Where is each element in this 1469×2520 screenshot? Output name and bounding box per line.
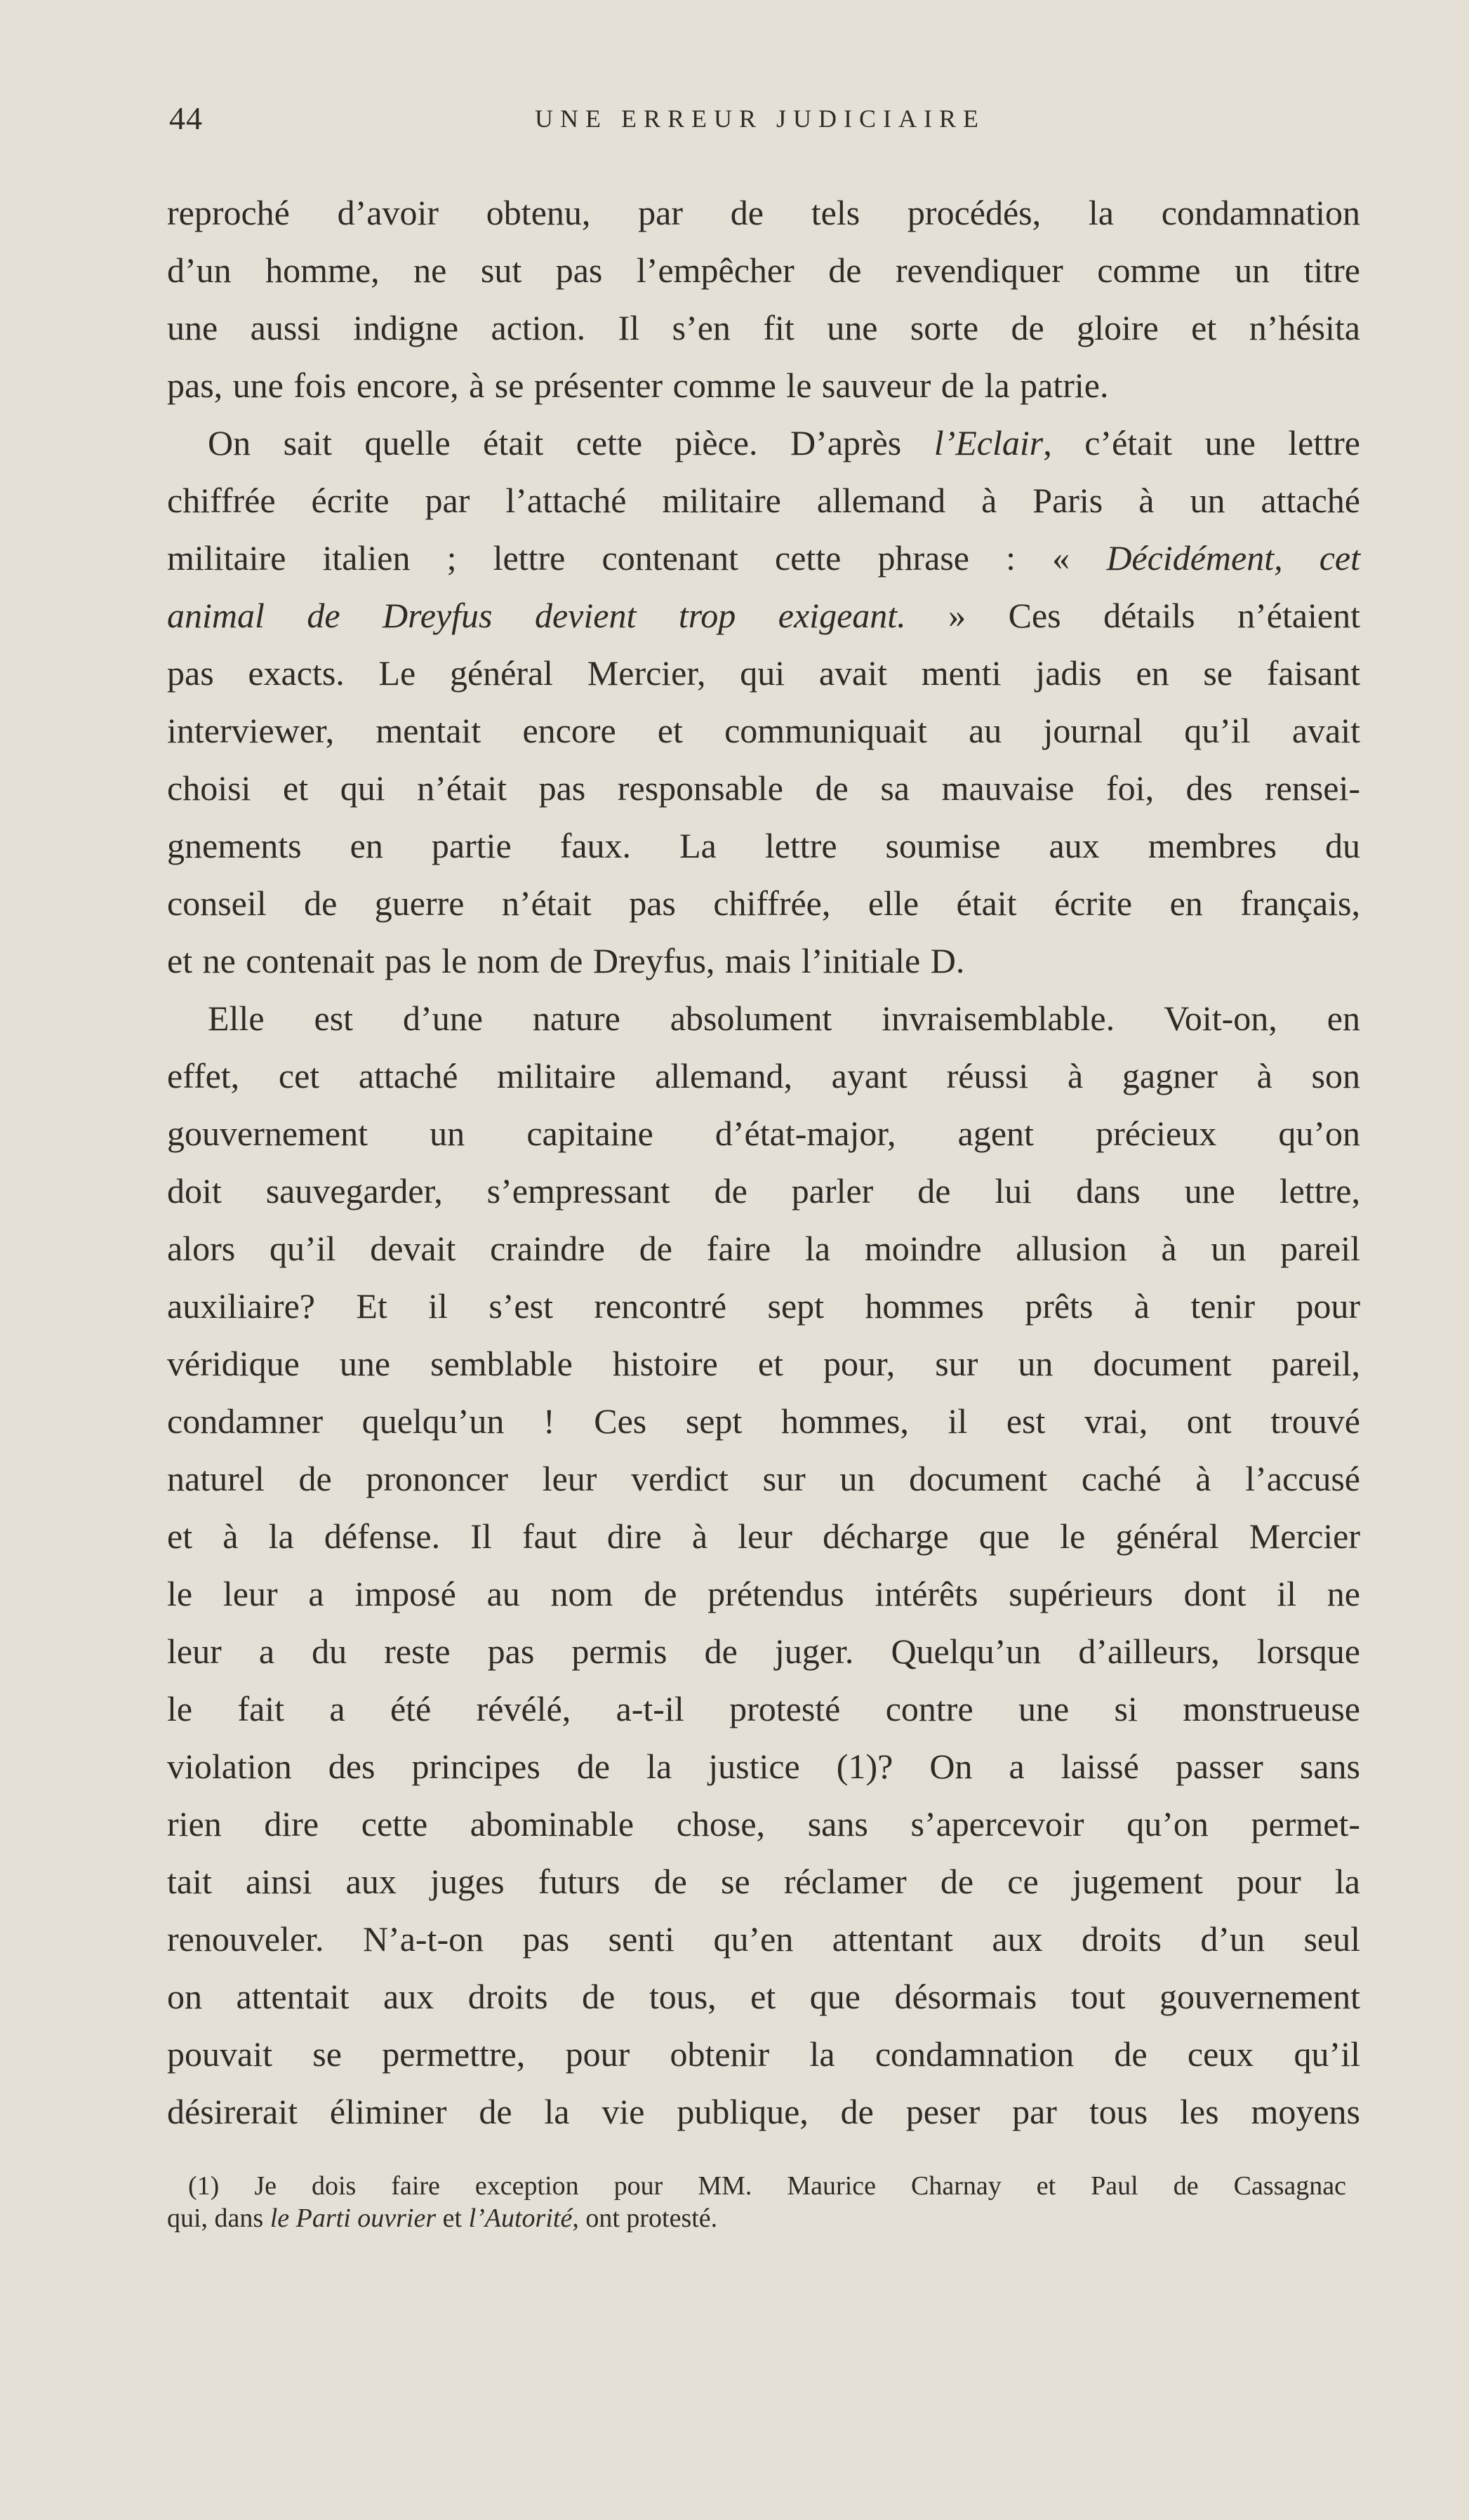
footnote bbox=[167, 2170, 1346, 2234]
journal-title: l’Eclair bbox=[933, 423, 1044, 462]
quoted-phrase: Décidément, cet bbox=[1106, 538, 1360, 578]
text-line: reproché d’avoir obtenu, par de tels procédés, la condamnation bbox=[167, 193, 1360, 232]
page-header bbox=[164, 100, 1357, 142]
text-line: pouvait se permettre, pour obtenir la condamnation de ceux qu’il bbox=[167, 2034, 1360, 2074]
text-line: gnements en partie faux. La lettre soumise aux membres du bbox=[167, 826, 1360, 865]
text-line: condamner quelqu’un ! Ces sept hommes, il est vrai, ont trouvé bbox=[167, 1401, 1360, 1441]
text-line: renouveler. N’a-t-on pas senti qu’en attentant aux droits d’un seul bbox=[167, 1919, 1360, 1959]
text-line: choisi et qui n’était pas responsable de sa mauvaise foi, des rensei- bbox=[167, 768, 1360, 808]
text-line: une aussi indigne action. Il s’en fit une sorte de gloire et n’hésita bbox=[167, 308, 1360, 347]
text-line: chiffrée écrite par l’attaché militaire allemand à Paris à un attaché bbox=[167, 481, 1360, 520]
text-line: et ne contenait pas le nom de Dreyfus, mais l’initiale D. bbox=[167, 941, 965, 980]
text-line: effet, cet attaché militaire allemand, ayant réussi à gagner à son bbox=[167, 1056, 1360, 1095]
text-line: véridique une semblable histoire et pour, sur un document pareil, bbox=[167, 1344, 1360, 1383]
text-line: auxiliaire? Et il s’est rencontré sept hommes prêts à tenir pour bbox=[167, 1286, 1360, 1326]
text-line: naturel de prononcer leur verdict sur un document caché à l’accusé bbox=[167, 1459, 1360, 1498]
text-line: rien dire cette abominable chose, sans s’apercevoir qu’on permet- bbox=[167, 1804, 1360, 1844]
running-title: UNE ERREUR JUDICIAIRE bbox=[535, 105, 985, 133]
text-line: On sait quelle était cette pièce. D’après l’Eclair, c’était une lettre bbox=[208, 423, 1360, 462]
journal-title: le Parti ouvrier bbox=[270, 2204, 437, 2233]
text-line: et à la défense. Il faut dire à leur décharge que le général Mercier bbox=[167, 1516, 1360, 1556]
text-line: violation des principes de la justice (1)? On a laissé passer sans bbox=[167, 1747, 1360, 1786]
text-line: alors qu’il devait craindre de faire la moindre allusion à un pareil bbox=[167, 1229, 1360, 1268]
text-line: doit sauvegarder, s’empressant de parler de lui dans une lettre, bbox=[167, 1171, 1360, 1211]
text-line: Elle est d’une nature absolument invraisemblable. Voit-on, en bbox=[208, 999, 1360, 1038]
text-line: pas, une fois encore, à se présenter comme le sauveur de la patrie. bbox=[167, 366, 1109, 405]
footnote-line: qui, dans le Parti ouvrier et l’Autorité, ont protesté. bbox=[167, 2204, 718, 2233]
body-text bbox=[167, 184, 1360, 2140]
text-line: désirerait éliminer de la vie publique, de peser par tous les moyens bbox=[167, 2092, 1360, 2131]
text-line: interviewer, mentait encore et communiquait au journal qu’il avait bbox=[167, 711, 1360, 750]
footnote-line: (1) Je dois faire exception pour MM. Maurice Charnay et Paul de Cassagnac bbox=[188, 2171, 1346, 2201]
text-line: pas exacts. Le général Mercier, qui avait menti jadis en se faisant bbox=[167, 653, 1360, 693]
journal-title: l’Autorité bbox=[468, 2204, 573, 2233]
quoted-phrase: animal de Dreyfus devient trop exigeant. bbox=[167, 596, 906, 635]
text-line: tait ainsi aux juges futurs de se réclamer de ce jugement pour la bbox=[167, 1862, 1360, 1901]
text-line: leur a du reste pas permis de juger. Quelqu’un d’ailleurs, lorsque bbox=[167, 1632, 1360, 1671]
text-line: le leur a imposé au nom de prétendus intérêts supérieurs dont il ne bbox=[167, 1574, 1360, 1613]
text-line: d’un homme, ne sut pas l’empêcher de revendiquer comme un titre bbox=[167, 251, 1360, 290]
text-line: conseil de guerre n’était pas chiffrée, elle était écrite en français, bbox=[167, 884, 1360, 923]
text-line: animal de Dreyfus devient trop exigeant. » Ces détails n’étaient bbox=[167, 596, 1361, 635]
page-number: 44 bbox=[169, 100, 203, 136]
text-line: militaire italien ; lettre contenant cette phrase : « Décidément, cet bbox=[167, 538, 1360, 578]
text-line: gouvernement un capitaine d’état-major, agent précieux qu’on bbox=[167, 1114, 1360, 1153]
text-line: le fait a été révélé, a-t-il protesté contre une si monstrueuse bbox=[167, 1689, 1360, 1728]
text-line: on attentait aux droits de tous, et que désormais tout gouvernement bbox=[167, 1977, 1360, 2016]
